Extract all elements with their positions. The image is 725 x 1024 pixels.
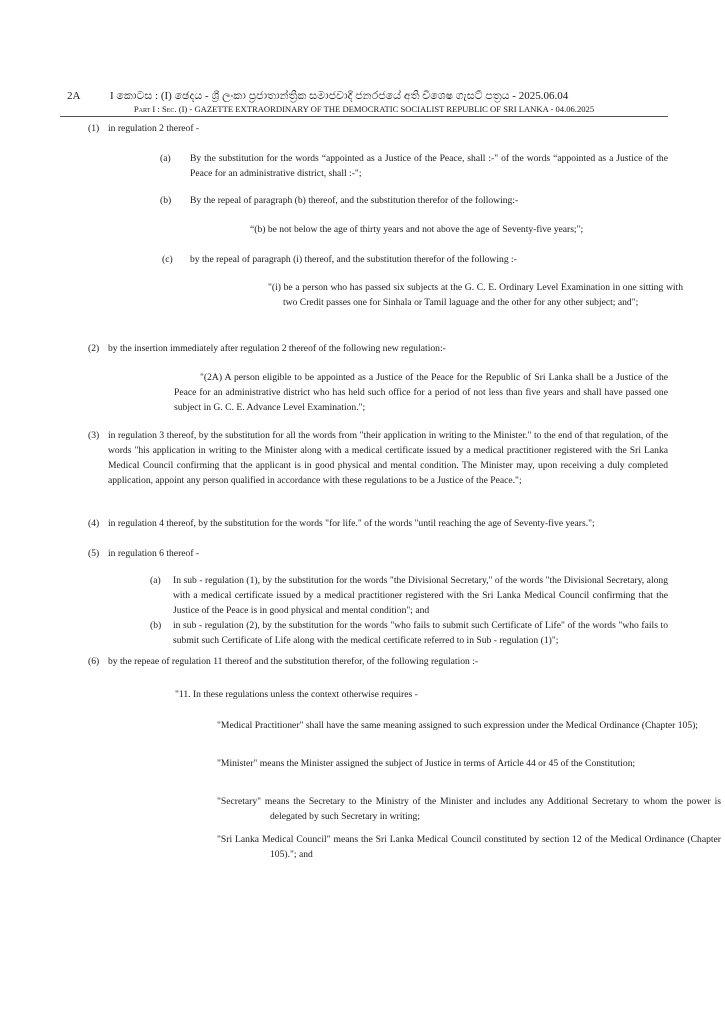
- item-text: by the insertion immediately after regulation 2 thereof of the following new regulation:-: [108, 343, 446, 354]
- sub-label: (a): [150, 575, 161, 586]
- item-text: in regulation 2 thereof -: [108, 123, 200, 134]
- sub-text: By the repeal of paragraph (b) thereof, and the substitution therefor of the following:-: [190, 195, 519, 206]
- item-text: in regulation 3 thereof, by the substitution for all the words from "their application in writing to the Minister." to the end of that regulation, of the words "his application in writing to the Minister along with a medical certificate issued by a medical practitioner registered with the Sri Lanka Medical Council confirming that the applicant is in good physical and mental condition. The Minister may, upon receiving a duly completed application, appoint any person qualified in accordance with these regulations to be a Justice of the Peace.";: [108, 430, 668, 486]
- item-number: (2): [88, 343, 100, 354]
- definition: "Secretary" means the Secretary to the Ministry of the Minister and includes any Additional Secretary to whom the power is delegated by such Secretary in writing;: [217, 796, 721, 822]
- header-rule: [60, 116, 668, 117]
- sub-text: in sub - regulation (2), by the substitution for the words "who fails to submit such Certificate of Life" of the words "who fails to submit such Certificate of Life along with the medical certificate referred to in Sub - regulation (1)";: [173, 620, 668, 646]
- quoted-text: “(b) be not below the age of thirty years and not above the age of Seventy-five years;";: [250, 224, 584, 235]
- item-number: (3): [88, 430, 100, 441]
- quoted-text: "11. In these regulations unless the context otherwise requires -: [175, 689, 418, 700]
- quoted-text: "(2A) A person eligible to be appointed as a Justice of the Peace for the Republic of Sri Lanka shall be a Justice of the Peace for an administrative district who has held such office for a period of not less than five years and shall have passed one subject in G. C. E. Advance Level Examination.";: [174, 372, 668, 413]
- quoted-text: "(i) be a person who has passed six subjects at the G. C. E. Ordinary Level Examination in one sitting with two Credit passes one for Sinhala or Tamil laguage and the other for any other subject; and";: [268, 282, 683, 308]
- definition: "Sri Lanka Medical Council" means the Sri Lanka Medical Council constituted by section 12 of the Medical Ordinance (Chapter 105)."; and: [217, 834, 721, 860]
- page-number: 2A: [67, 90, 81, 102]
- item-number: (1): [88, 123, 100, 134]
- sinhala-title: I කොටස : (I) ඡෙදය - ශ්‍රී ලංකා ප්‍රජාතාන්ත්‍රික සමාජවාදී ජනරජයේ අති විශෙෂ ගැසට් පත්‍රය - 2025.06.04: [110, 90, 569, 102]
- item-number: (5): [88, 548, 100, 559]
- definition: "Minister" means the Minister assigned the subject of Justice in terms of Article 44 or 45 of the Constitution;: [217, 758, 636, 769]
- item-number: (4): [88, 518, 100, 529]
- english-title: Part I : Sec. (I) - GAZETTE EXTRAORDINARY OF THE DEMOCRATIC SOCIALIST REPUBLIC OF SRI LANKA - 04.06.2025: [133, 104, 595, 114]
- item-text: in regulation 4 thereof, by the substitution for the words "for life." of the words "until reaching the age of Seventy-five years.";: [108, 518, 595, 529]
- sub-text: By the substitution for the words “appointed as a Justice of the Peace, shall :-" of the words “appointed as a Justice of the Peace for an administrative district, shall :-";: [190, 153, 668, 179]
- item-number: (6): [88, 656, 100, 667]
- sub-label: (c): [162, 254, 173, 265]
- sub-text: In sub - regulation (1), by the substitution for the words "the Divisional Secretary," of the words "the Divisional Secretary, along with a medical certificate issued by a medical practitioner registered with the Sri Lanka Medical Council confirming that the Justice of the Peace is in good physical and mental condition"; and: [173, 575, 668, 616]
- definition: "Medical Practitioner" shall have the same meaning assigned to such expression under the Medical Ordinance (Chapter 105);: [217, 720, 698, 731]
- sub-label: (b): [150, 620, 162, 631]
- sub-label: (a): [160, 153, 171, 164]
- item-text: in regulation 6 thereof -: [108, 548, 200, 559]
- item-text: by the repeae of regulation 11 thereof and the substitution therefor, of the following regulation :-: [108, 656, 479, 667]
- sub-text: by the repeal of paragraph (i) thereof, and the substitution therefor of the following :-: [190, 254, 517, 265]
- sub-label: (b): [160, 195, 172, 206]
